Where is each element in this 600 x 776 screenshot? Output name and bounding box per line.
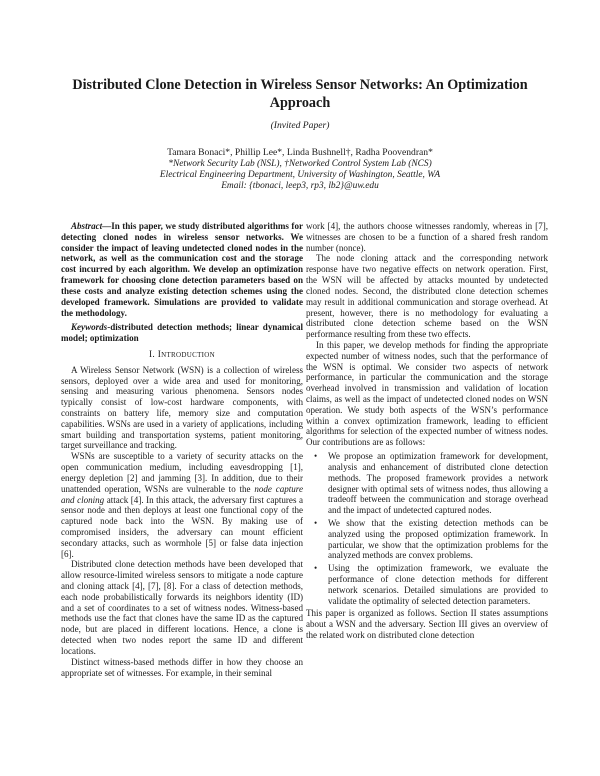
intro-paragraph-2-text-a: WSNs are susceptible to a variety of security attacks on the open communication medium, including eavesdropping [1], energy depletion [2] and jamming [3]. In addition, due to their unattended operation, WSNs are vulnerable to the <box>61 451 303 494</box>
abstract-label: Abstract <box>71 221 103 231</box>
right-paragraph-1: work [4], the authors choose witnesses randomly, whereas in [7], witnesses are chosen to be a function of a shared fresh random number (nonce). <box>306 221 548 253</box>
closing-paragraph: This paper is organized as follows. Section II states assumptions about a WSN and the adversary. Section III gives an overview of the related work on distributed clone detection <box>306 608 548 641</box>
contribution-item <box>306 451 548 516</box>
left-column <box>61 221 303 678</box>
affiliations <box>40 159 560 192</box>
affiliation-department: Electrical Engineering Department, University of Washington, Seattle, WA <box>159 170 441 180</box>
contribution-item <box>306 518 548 561</box>
section-heading-introduction: I. Introduction <box>149 349 215 360</box>
keywords-label: Keywords <box>71 322 108 333</box>
paper-title: Distributed Clone Detection in Wireless Sensor Networks: An Optimization Approach <box>72 77 528 111</box>
right-paragraph-2: The node cloning attack and the corresponding network response have two negative effects on network operation. First, the WSN will be affected by attacks mounted by undetected cloned nodes. Second, the distributed clone detection schemes may result in additional communication and storage overhead. At present, however, there is no methodology for evaluating a distributed clone detection scheme based on the WSN performance resulting from these two effects. <box>306 253 548 340</box>
intro-paragraph-2-text-b: attack [4]. In this attack, the adversary first captures a sensor node and then deploys at least one functional copy of the captured node back into the WSN. By making use of compromised insiders, the adversary can mount efficient secondary attacks, such as wormhole [5] or false data injection [6]. <box>61 494 303 559</box>
right-paragraph-3: In this paper, we develop methods for finding the appropriate expected number of witness nodes, such that the performance of the WSN is optimal. We consider two aspects of network performance, in particular the communication and the storage overhead involved in transmission and validation of location claims, as well as the impact of undetected cloned nodes on WSN operation. We study both aspects of the WSN’s performance within a convex optimization framework, leading to efficient algorithms for selection of the expected number of witness nodes. Our contributions are as follows: <box>306 339 548 448</box>
intro-paragraph-3: Distributed clone detection methods have been developed that allow resource-limited wireless sensors to mitigate a node capture and cloning attack [4], [7], [8]. For a class of detection methods, each node probabilistically forwards its neighbors identity (ID) and a set of coordinates to a set of witness nodes. Witness-based methods use the fact that clones have the same ID as the captured node, but are placed in different locations. Hence, a clone is detected when two nodes report the same ID and different locations. <box>61 559 303 656</box>
contribution-item <box>306 563 548 606</box>
intro-paragraph-4: Distinct witness-based methods differ in how they choose an appropriate set of witnesses. For example, in their seminal <box>61 656 303 678</box>
bullet-icon: • <box>314 563 318 574</box>
contribution-text: Using the optimization framework, we evaluate the performance of clone detection methods for different network scenarios. Detailed simulations are provided to validate the optimality of selected detection parameters. <box>328 563 548 606</box>
intro-paragraph-2 <box>61 451 303 559</box>
contributions-list <box>306 451 548 606</box>
keywords-text: -distributed detection methods; linear dynamical model; optimization <box>61 322 303 344</box>
contribution-text: We show that the existing detection methods can be analyzed using the proposed optimization framework. In particular, we show that the optimization problems for the analyzed methods are convex problems. <box>328 517 548 561</box>
contribution-text: We propose an optimization framework for development, analysis and enhancement of distributed clone detection methods. The proposed framework provides a network designer with optimal sets of witness nodes, thus allowing a tradeoff between the communication and storage overhead and the impact of undetected captured nodes. <box>328 451 548 516</box>
keywords <box>61 322 303 344</box>
abstract-text: —In this paper, we study distributed algorithms for detecting cloned nodes in wireless sensor networks. We consider the impact of leaving undetected cloned nodes in the network, as well as the communication cost and the storage cost incurred by each algorithm. We develop an optimization framework for choosing clone detection parameters based on these costs and analyze existing detection schemes using the developed framework. Simulations are provided to validate the methodology. <box>61 221 303 318</box>
author-email: Email: {tbonaci, leep3, rp3, lb2}@uw.edu <box>221 181 379 191</box>
paper-subtitle: (Invited Paper) <box>270 120 330 131</box>
affiliation-labs: *Network Security Lab (NSL), †Networked Control System Lab (NCS) <box>168 159 432 169</box>
node-capture-term: node capture and cloning <box>61 483 303 505</box>
intro-paragraph-1: A Wireless Sensor Network (WSN) is a collection of wireless sensors, deployed over a wide area and used for monitoring, sensing and measuring various phenomena. Sensors nodes typically consist of low-cost hardware components, with constraints on battery life, memory size and computation capabilities. WSNs are used in a variety of applications, including smart building and transportation systems, patient monitoring, target surveillance and tracking. <box>61 364 303 451</box>
right-column <box>306 221 548 641</box>
bullet-icon: • <box>314 517 318 528</box>
bullet-icon: • <box>314 451 318 462</box>
abstract <box>61 221 303 318</box>
author-list: Tamara Bonaci*, Phillip Lee*, Linda Bushnell†, Radha Poovendran* <box>167 147 433 158</box>
